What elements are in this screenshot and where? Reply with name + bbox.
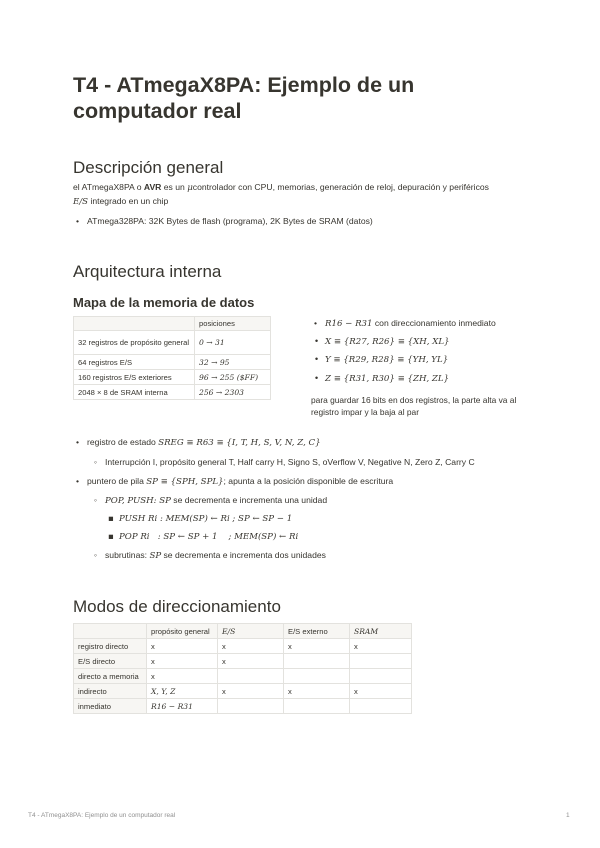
table-cell: 160 registros E/S exteriores <box>74 370 195 385</box>
list-item-text: registro de estado <box>87 437 156 447</box>
math-pop-push: POP, PUSH: SP <box>105 496 171 506</box>
table-cell <box>350 654 412 669</box>
table-cell: 256 → 2303 <box>195 385 271 400</box>
table-row <box>74 699 412 714</box>
table-cell: 2048 × 8 de SRAM interna <box>74 385 195 400</box>
table-header-cell: E/S externo <box>284 624 350 639</box>
subsection-heading-mapa: Mapa de la memoria de datos <box>73 295 255 310</box>
table-header-cell <box>74 624 147 639</box>
list-item-stack-pointer <box>87 475 393 488</box>
table-cell: 96 → 255 ($FF) <box>195 370 271 385</box>
table-cell: x <box>218 654 284 669</box>
desc-avr: AVR <box>143 182 162 192</box>
table-row-header: inmediato <box>74 699 147 714</box>
table-cell <box>284 654 350 669</box>
table-cell: x <box>350 684 412 699</box>
table-cell: R16 − R31 <box>147 699 218 714</box>
table-header-cell: SRAM <box>350 624 412 639</box>
section-heading-descripcion: Descripción general <box>73 158 224 177</box>
list-item-text: subrutinas: <box>105 550 148 560</box>
table-row <box>74 669 412 684</box>
desc-text-2: es un <box>163 182 185 192</box>
table-header-cell <box>74 317 195 331</box>
memory-map-table <box>73 316 271 400</box>
list-item-r16-r31 <box>325 317 496 330</box>
table-row-header: indirecto <box>74 684 147 699</box>
table-row-header: directo a memoria <box>74 669 147 684</box>
list-item-subrutinas <box>105 549 326 562</box>
table-cell: x <box>284 684 350 699</box>
section-heading-modos: Modos de direccionamiento <box>73 597 281 616</box>
list-item-text: se decrementa e incrementa una unidad <box>173 495 328 505</box>
table-header-cell: propósito general <box>147 624 218 639</box>
table-header-row <box>74 624 412 639</box>
table-cell <box>284 699 350 714</box>
table-header-cell: E/S <box>218 624 284 639</box>
footer-title: T4 - ATmegaX8PA: Ejemplo de un computador real <box>28 812 176 819</box>
table-row <box>74 355 271 370</box>
list-item-text: se decrementa e incrementa dos unidades <box>163 550 326 560</box>
list-item-atmega328: • ATmega328PA: 32K Bytes de flash (programa), 2K Bytes de SRAM (datos) <box>87 215 373 227</box>
table-cell: x <box>147 654 218 669</box>
table-cell: x <box>350 639 412 654</box>
list-item-x-register: • X ≡ {R27, R26} ≡ {XH, XL} <box>325 336 450 348</box>
addressing-modes-table <box>73 623 412 714</box>
table-cell: 64 registros E/S <box>74 355 195 370</box>
table-cell: x <box>147 669 218 684</box>
math-sp: SP <box>149 551 162 561</box>
list-item-z-register: • Z ≡ {R31, R30} ≡ {ZH, ZL} <box>325 373 449 385</box>
table-row-header: E/S directo <box>74 654 147 669</box>
list-item-pop: ▪ POP Ri : SP ← SP + 1 ; MEM(SP) ← Ri <box>119 531 298 543</box>
desc-text-4: integrado en un chip <box>90 196 169 206</box>
table-cell: x <box>218 639 284 654</box>
table-row <box>74 370 271 385</box>
table-cell: 32 → 95 <box>195 355 271 370</box>
desc-es: E/S <box>73 197 89 207</box>
table-row <box>74 654 412 669</box>
table-cell <box>218 699 284 714</box>
list-item-pop-push <box>105 494 327 507</box>
page-title: T4 - ATmegaX8PA: Ejemplo de un computador real <box>73 73 415 123</box>
footer-page-number: 1 <box>566 812 570 819</box>
list-item-text: ; apunta a la posición disponible de escritura <box>223 476 394 486</box>
section-heading-arquitectura: Arquitectura interna <box>73 262 222 281</box>
table-cell: x <box>218 684 284 699</box>
table-cell: 32 registros de propósito general <box>74 331 195 355</box>
table-cell: x <box>147 639 218 654</box>
table-cell <box>350 669 412 684</box>
math-sp: SP ≡ {SPH, SPL} <box>146 477 224 487</box>
table-row <box>74 385 271 400</box>
table-cell: x <box>284 639 350 654</box>
desc-mu: μ <box>187 183 193 193</box>
table-cell <box>350 699 412 714</box>
math-sreg: SREG ≡ R63 ≡ {I, T, H, S, V, N, Z, C} <box>158 438 321 448</box>
list-item-sreg <box>87 436 321 449</box>
table-row <box>74 331 271 355</box>
list-item-y-register: • Y ≡ {R29, R28} ≡ {YH, YL} <box>325 354 448 366</box>
desc-text-1: el ATmegaX8PA o <box>73 182 142 192</box>
table-cell <box>284 669 350 684</box>
list-item-sreg-flags: ◦ Interrupción I, propósito general T, Half carry H, Signo S, oVerflow V, Negative N, Zero Z, Carry C <box>105 456 475 468</box>
list-item-text: con direccionamiento inmediato <box>374 318 496 328</box>
math-r16-r31: R16 − R31 <box>325 319 373 329</box>
table-row <box>74 639 412 654</box>
table-header-cell: posiciones <box>195 317 271 331</box>
table-cell <box>218 669 284 684</box>
table-row-header: registro directo <box>74 639 147 654</box>
table-cell: 0 → 31 <box>195 331 271 355</box>
table-cell: X, Y, Z <box>147 684 218 699</box>
table-header-row <box>74 317 271 331</box>
desc-text-3: controlador con CPU, memorias, generación de reloj, depuración y periféricos <box>192 182 489 192</box>
register-pair-note: para guardar 16 bits en dos registros, la parte alta va al registro impar y la baja al par <box>311 395 517 417</box>
list-item-text: puntero de pila <box>87 476 144 486</box>
table-row <box>74 684 412 699</box>
description-paragraph <box>73 181 533 209</box>
list-item-push: ▪ PUSH Ri : MEM(SP) ← Ri ; SP ← SP − 1 <box>119 513 292 525</box>
